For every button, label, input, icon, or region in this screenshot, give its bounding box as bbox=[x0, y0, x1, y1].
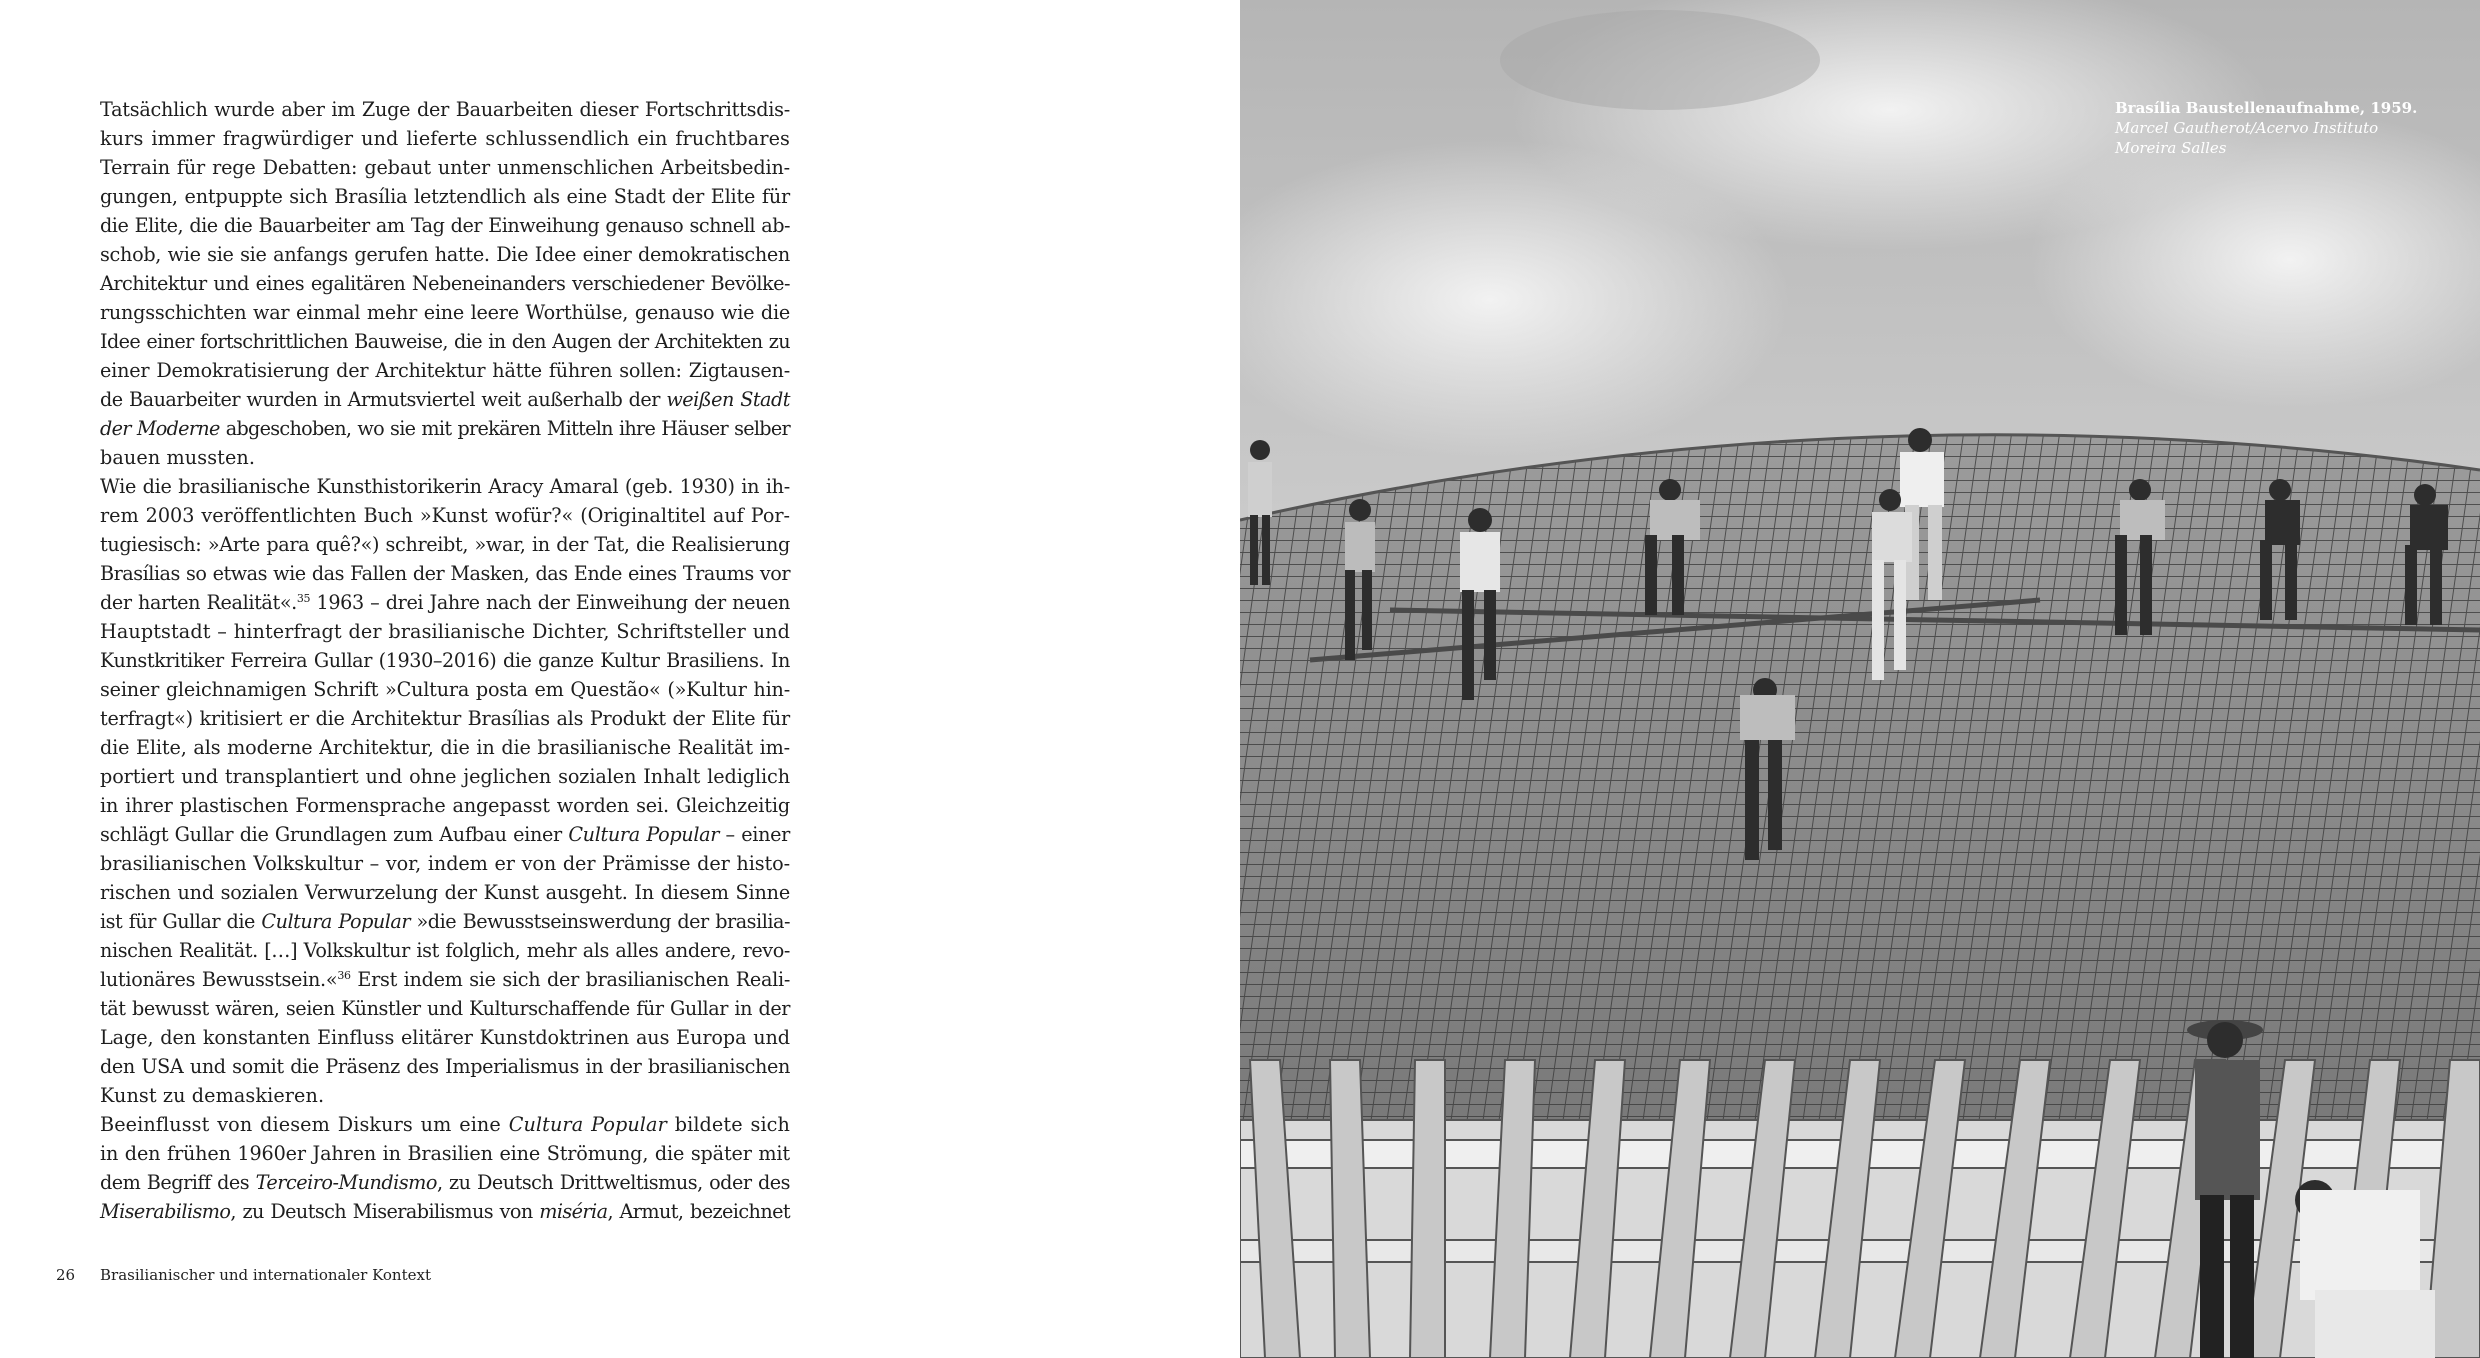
text-line: lutionäres Bewusstsein.«$^{36}$ Erst indem sie sich der brasilianischen Reali- bbox=[100, 968, 791, 991]
caption-credit-line-2: Moreira Salles bbox=[2115, 139, 2227, 157]
photo-caption bbox=[2115, 98, 2445, 158]
text-line: Tatsächlich wurde aber im Zuge der Bauarbeiten dieser Fortschrittsdis- bbox=[100, 98, 790, 121]
cloud bbox=[1500, 10, 1820, 110]
worker bbox=[2295, 1180, 2435, 1358]
text-line: Brasílias so etwas wie das Fallen der Masken, das Ende eines Traums vor bbox=[100, 562, 790, 585]
text-line: rischen und sozialen Verwurzelung der Kunst ausgeht. In diesem Sinne bbox=[100, 881, 790, 904]
text-line: die Elite, als moderne Architektur, die in die brasilianische Realität im- bbox=[100, 736, 790, 759]
caption-credit-line-1: Marcel Gautherot/Acervo Instituto bbox=[2115, 119, 2379, 137]
text-line: Beeinflusst von diesem Diskurs um eine Cultura Popular bildete sich bbox=[100, 1113, 790, 1136]
construction-photo bbox=[1240, 0, 2480, 1358]
text-line: dem Begriff des Terceiro-Mundismo, zu Deutsch Drittweltismus, oder des bbox=[100, 1171, 790, 1194]
running-title: Brasilianischer und internationaler Kontext bbox=[100, 1266, 431, 1284]
text-line: Lage, den konstanten Einfluss elitärer Kunstdoktrinen aus Europa und bbox=[100, 1026, 790, 1049]
text-line: Kunstkritiker Ferreira Gullar (1930–2016) die ganze Kultur Brasiliens. In bbox=[100, 649, 790, 672]
text-line: Idee einer fortschrittlichen Bauweise, die in den Augen der Architekten zu bbox=[100, 330, 790, 353]
text-line: kurs immer fragwürdiger und lieferte schlussendlich ein fruchtbares bbox=[100, 127, 790, 150]
text-line: der harten Realität«.$^{35}$ 1963 – drei Jahre nach der Einweihung der neuen bbox=[100, 591, 790, 614]
text-line: die Elite, die die Bauarbeiter am Tag der Einweihung genauso schnell ab- bbox=[100, 214, 790, 237]
text-line: nischen Realität. […] Volkskultur ist folglich, mehr als alles andere, revo- bbox=[100, 939, 790, 962]
text-line: den USA und somit die Präsenz des Imperialismus in der brasilianischen bbox=[100, 1055, 790, 1078]
scaffold bbox=[1240, 1060, 2480, 1358]
text-line: einer Demokratisierung der Architektur hätte führen sollen: Zigtausen- bbox=[100, 359, 790, 382]
text-line: in ihrer plastischen Formensprache angepasst worden sei. Gleichzeitig bbox=[100, 794, 790, 817]
text-line: der Moderne abgeschoben, wo sie mit prekären Mitteln ihre Häuser selber bbox=[100, 417, 791, 440]
text-line: Miserabilismo, zu Deutsch Miserabilismus von miséria, Armut, bezeichnet bbox=[100, 1200, 791, 1223]
text-line: terfragt«) kritisiert er die Architektur Brasílias als Produkt der Elite für bbox=[100, 707, 790, 730]
text-line: tugiesisch: »Arte para quê?«) schreibt, »war, in der Tat, die Realisierung bbox=[100, 533, 790, 556]
text-line: Hauptstadt – hinterfragt der brasilianische Dichter, Schriftsteller und bbox=[100, 620, 790, 643]
text-line: Architektur und eines egalitären Nebeneinanders verschiedener Bevölke- bbox=[100, 272, 790, 295]
text-line: gungen, entpuppte sich Brasília letztendlich als eine Stadt der Elite für bbox=[100, 185, 790, 208]
text-line: rungsschichten war einmal mehr eine leere Worthülse, genauso wie die bbox=[100, 301, 790, 324]
right-page bbox=[1240, 0, 2480, 1358]
text-line: seiner gleichnamigen Schrift »Cultura posta em Questão« (»Kultur hin- bbox=[100, 678, 790, 701]
text-line: Kunst zu demaskieren. bbox=[100, 1084, 325, 1107]
text-line: schlägt Gullar die Grundlagen zum Aufbau einer Cultura Popular – einer bbox=[100, 823, 790, 846]
text-line: bauen mussten. bbox=[100, 446, 256, 469]
text-line: schob, wie sie sie anfangs gerufen hatte. Die Idee einer demokratischen bbox=[100, 243, 790, 266]
page-number: 26 bbox=[56, 1266, 76, 1284]
text-line: Wie die brasilianische Kunsthistorikerin Aracy Amaral (geb. 1930) in ih- bbox=[100, 475, 790, 498]
text-line: in den frühen 1960er Jahren in Brasilien eine Strömung, die später mit bbox=[100, 1142, 790, 1165]
text-line: ist für Gullar die Cultura Popular »die Bewusstseinswerdung der brasilia- bbox=[100, 910, 790, 933]
text-line: Terrain für rege Debatten: gebaut unter unmenschlichen Arbeitsbedin- bbox=[100, 156, 790, 179]
text-line: portiert und transplantiert und ohne jeglichen sozialen Inhalt lediglich bbox=[100, 765, 790, 788]
body-text bbox=[100, 95, 790, 1226]
caption-title: Brasília Baustellenaufnahme, 1959. bbox=[2115, 99, 2418, 117]
text-line: de Bauarbeiter wurden in Armutsviertel weit außerhalb der weißen Stadt bbox=[100, 388, 790, 411]
text-line: brasilianischen Volkskultur – vor, indem er von der Prämisse der histo- bbox=[100, 852, 790, 875]
text-line: rem 2003 veröffentlichten Buch »Kunst wofür?« (Originaltitel auf Por- bbox=[100, 504, 790, 527]
text-line: tät bewusst wären, seien Künstler und Kulturschaffende für Gullar in der bbox=[100, 997, 790, 1020]
